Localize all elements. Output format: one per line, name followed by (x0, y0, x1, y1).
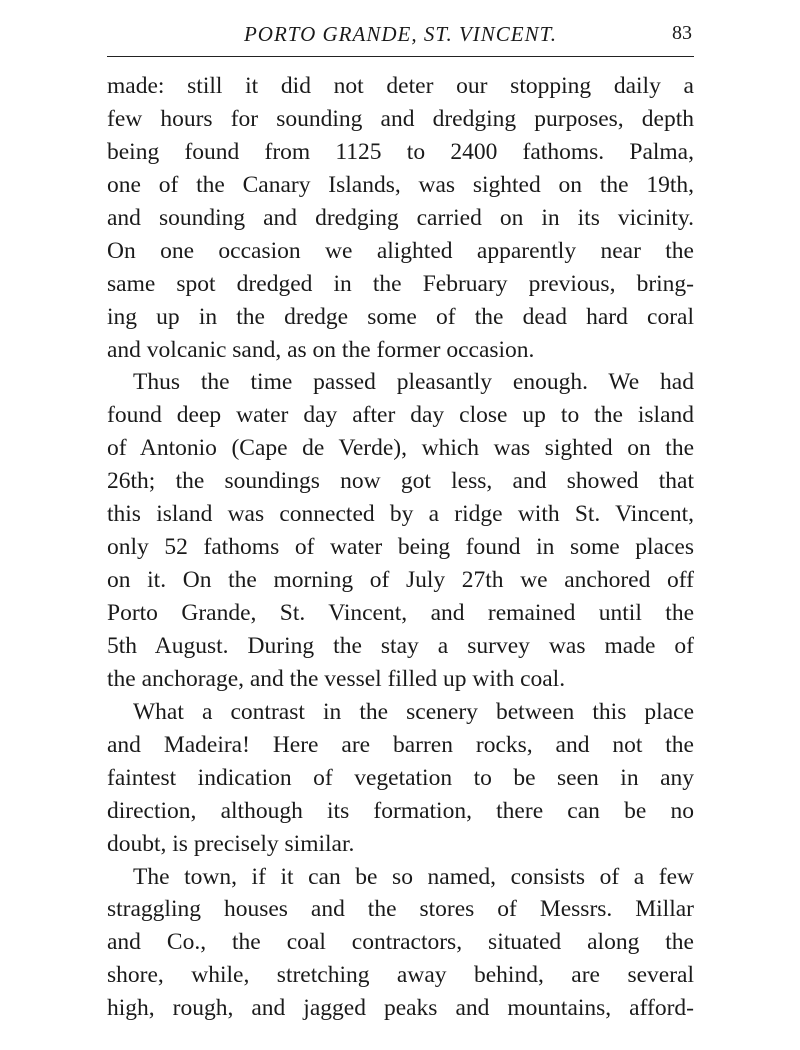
body-text (107, 70, 694, 1025)
text-line: 26th; the soundings now got less, and showed that (107, 468, 694, 495)
page-number: 83 (672, 22, 692, 44)
text-line: found deep water day after day close up to the island (107, 402, 694, 429)
text-line: direction, although its formation, there can be no (107, 797, 694, 824)
text-line: and sounding and dredging carried on in its vicinity. (107, 204, 694, 231)
text-line: few hours for sounding and dredging purposes, depth (107, 105, 694, 132)
text-line: this island was connected by a ridge with St. Vincent, (107, 501, 694, 528)
text-line: faintest indication of vegetation to be seen in any (107, 764, 694, 791)
running-head (107, 22, 694, 50)
text-line: of Antonio (Cape de Verde), which was sighted on the (107, 435, 694, 462)
text-line: and Co., the coal contractors, situated along the (107, 929, 694, 956)
header-rule (107, 56, 694, 57)
running-title: PORTO GRANDE, ST. VINCENT. (243, 22, 558, 46)
text-line: and volcanic sand, as on the former occasion. (107, 336, 535, 363)
text-line: ing up in the dredge some of the dead hard coral (107, 303, 694, 330)
text-line: What a contrast in the scenery between this place (133, 698, 694, 725)
text-line: one of the Canary Islands, was sighted on the 19th, (107, 171, 694, 198)
text-line: only 52 fathoms of water being found in some places (107, 534, 694, 561)
text-line: same spot dredged in the February previous, bring- (107, 270, 694, 297)
text-line: 5th August. During the stay a survey was made of (107, 632, 694, 659)
text-line: shore, while, stretching away behind, are several (107, 962, 694, 989)
text-line: being found from 1125 to 2400 fathoms. Palma, (107, 138, 694, 165)
text-line: on it. On the morning of July 27th we anchored off (107, 567, 694, 594)
text-line: doubt, is precisely similar. (107, 830, 355, 857)
text-line: the anchorage, and the vessel filled up with coal. (107, 665, 566, 692)
text-line: straggling houses and the stores of Messrs. Millar (107, 896, 694, 923)
text-line: and Madeira! Here are barren rocks, and not the (107, 731, 694, 758)
text-line: made: still it did not deter our stopping daily a (107, 73, 694, 99)
text-line: high, rough, and jagged peaks and mountains, afford- (107, 995, 694, 1022)
text-line: On one occasion we alighted apparently near the (107, 237, 694, 264)
text-line: Porto Grande, St. Vincent, and remained until the (107, 600, 694, 626)
text-line: Thus the time passed pleasantly enough. We had (133, 369, 694, 396)
text-line: The town, if it can be so named, consists of a few (133, 863, 694, 890)
